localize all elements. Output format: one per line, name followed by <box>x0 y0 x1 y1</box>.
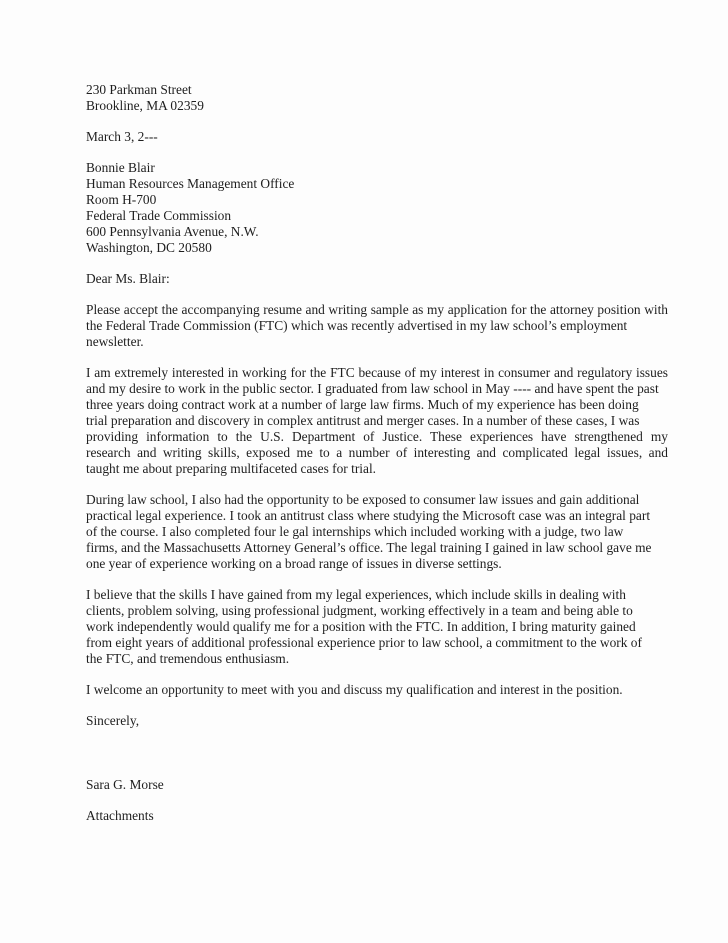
body-line: newsletter. <box>86 334 144 349</box>
body-line: one year of experience working on a broad range of issues in diverse settings. <box>86 556 502 571</box>
date-block <box>86 129 668 145</box>
body-line: I am extremely interested in working for the FTC because of my interest in consumer and regulatory issues <box>86 365 668 380</box>
recipient-block <box>86 160 668 256</box>
body-line: the FTC, and tremendous enthusiasm. <box>86 651 290 666</box>
recipient-name-line: Bonnie Blair <box>86 160 155 175</box>
body-line: work independently would qualify me for a position with the FTC. In addition, I bring maturity gained <box>86 619 636 634</box>
signature-name: Sara G. Morse <box>86 777 164 792</box>
recipient-agency-line: Federal Trade Commission <box>86 208 232 223</box>
enclosure-note: Attachments <box>86 808 154 823</box>
recipient-street-line: 600 Pennsylvania Avenue, N.W. <box>86 224 259 239</box>
body-paragraph-2 <box>86 365 668 477</box>
body-line: I welcome an opportunity to meet with you and discuss my qualification and interest in the position. <box>86 682 623 697</box>
body-line: of the course. I also completed four le gal internships which included working with a judge, two law <box>86 524 624 539</box>
body-line: the Federal Trade Commission (FTC) which was recently advertised in my law school’s employment <box>86 318 628 333</box>
body-line: and my desire to work in the public sector. I graduated from law school in May ---- and have spent the past <box>86 381 659 396</box>
signature-block <box>86 777 668 793</box>
body-paragraph-5 <box>86 682 668 698</box>
body-line: taught me about preparing multifaceted cases for trial. <box>86 461 377 476</box>
body-line: from eight years of additional professional experience prior to law school, a commitment to the work of <box>86 635 642 650</box>
body-line: practical legal experience. I took an antitrust class where studying the Microsoft case was an integral part <box>86 508 651 523</box>
body-line: I believe that the skills I have gained from my legal experiences, which include skills in dealing with <box>86 587 626 602</box>
body-line: trial preparation and discovery in complex antitrust and merger cases. In a number of these cases, I was <box>86 413 640 428</box>
body-line: research and writing skills, exposed me to a number of interesting and complicated legal issues, and <box>86 445 668 460</box>
body-line: providing information to the U.S. Department of Justice. These experiences have strengthened my <box>86 429 668 444</box>
salutation-line: Dear Ms. Blair: <box>86 271 170 286</box>
body-paragraph-3 <box>86 492 668 572</box>
body-line: Please accept the accompanying resume and writing sample as my application for the attorney position with <box>86 302 668 317</box>
sender-address-block <box>86 82 668 114</box>
recipient-room-line: Room H-700 <box>86 192 157 207</box>
date-line: March 3, 2--- <box>86 129 158 144</box>
body-line: During law school, I also had the opportunity to be exposed to consumer law issues and gain additional <box>86 492 640 507</box>
body-line: clients, problem solving, using professional judgment, working effectively in a team and being able to <box>86 603 633 618</box>
body-paragraph-1 <box>86 302 668 350</box>
body-line: three years doing contract work at a number of large law firms. Much of my experience has been doing <box>86 397 639 412</box>
body-line: firms, and the Massachusetts Attorney General’s office. The legal training I gained in law school gave me <box>86 540 652 555</box>
enclosure-block <box>86 808 668 824</box>
sender-address-line: 230 Parkman Street <box>86 82 192 97</box>
recipient-city-line: Washington, DC 20580 <box>86 240 212 255</box>
body-paragraph-4 <box>86 587 668 667</box>
closing-block <box>86 713 668 729</box>
recipient-office-line: Human Resources Management Office <box>86 176 295 191</box>
closing-line: Sincerely, <box>86 713 140 728</box>
salutation-block <box>86 271 668 287</box>
sender-address-line: Brookline, MA 02359 <box>86 98 204 113</box>
